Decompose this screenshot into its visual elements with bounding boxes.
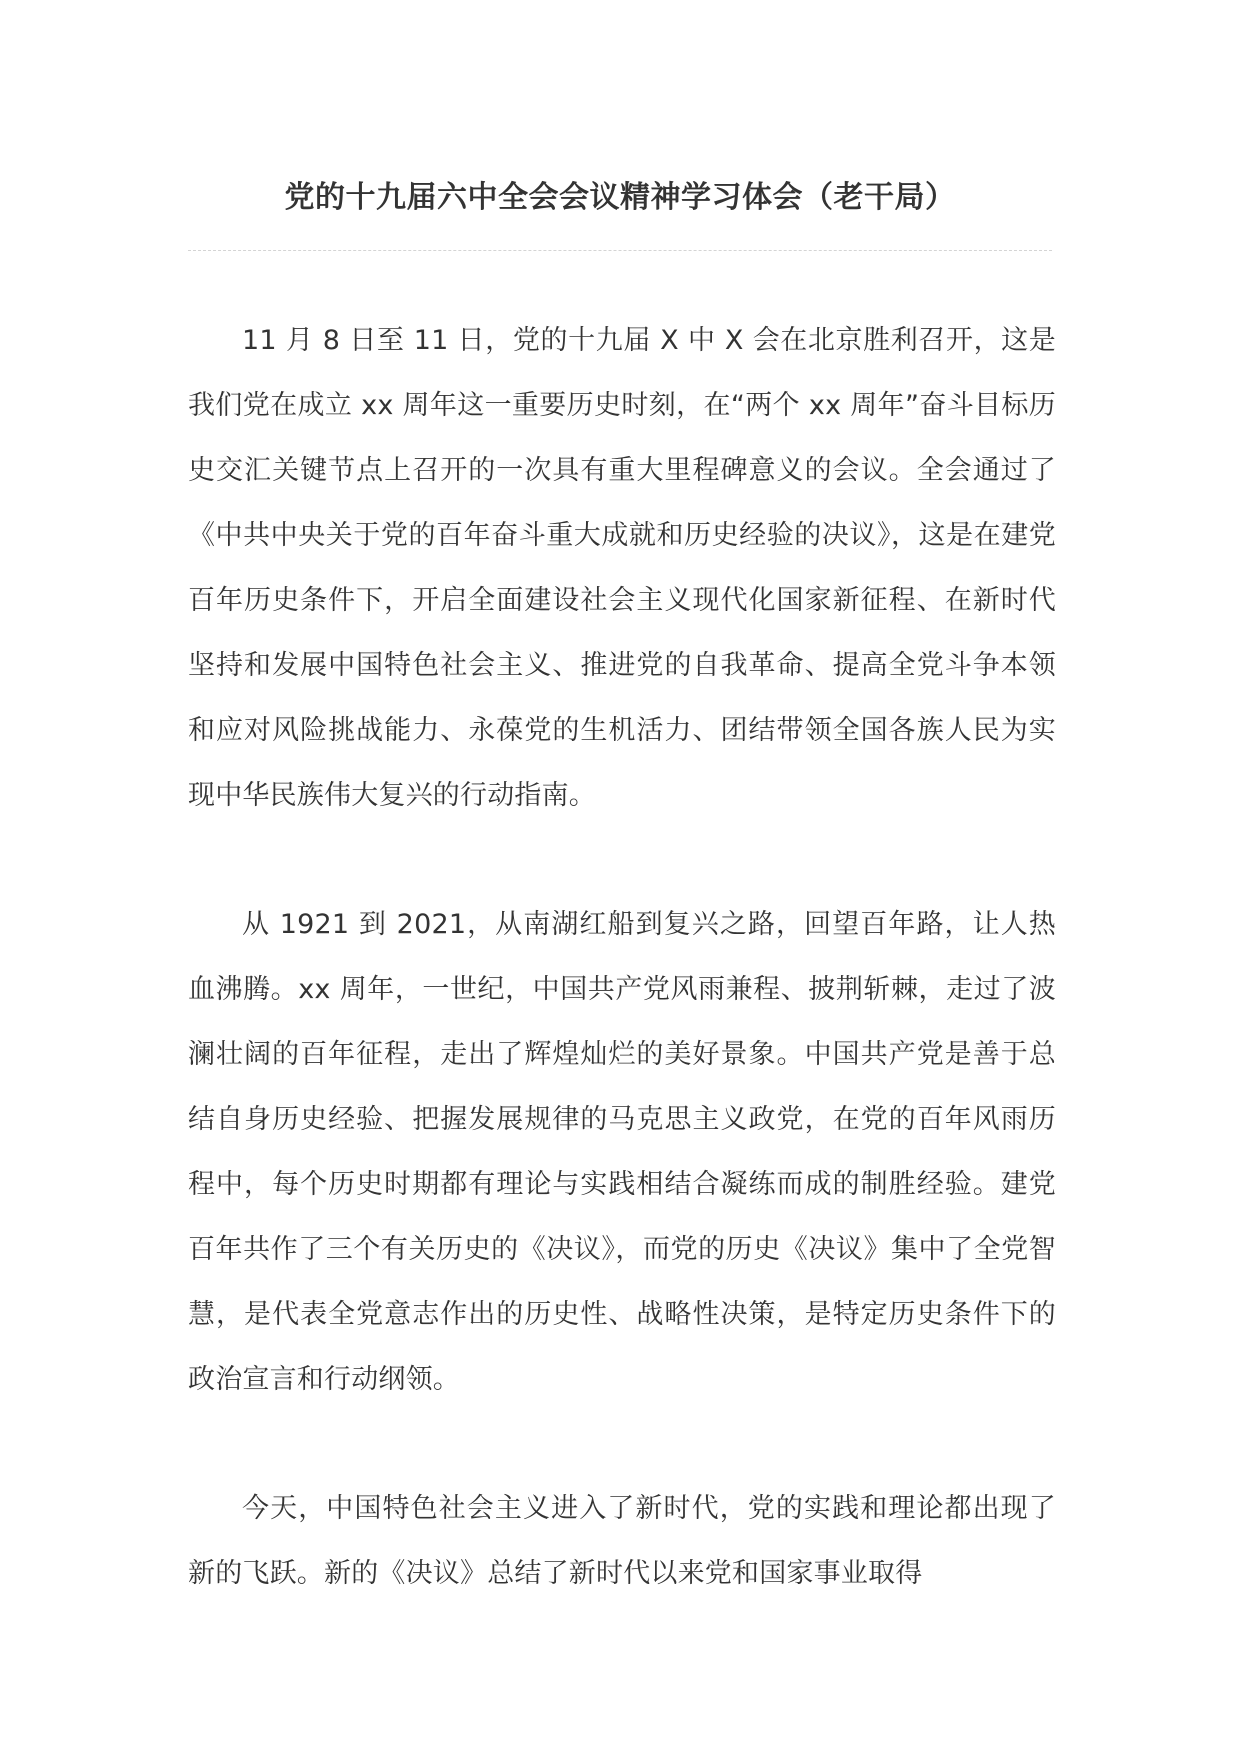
paragraph-1: 11 月 8 日至 11 日，党的十九届 X 中 X 会在北京胜利召开，这是我们党在成立 xx 周年这一重要历史时刻，在“两个 xx 周年”奋斗目标历史交汇关键节点上召开的一次具有重大里程碑意义的会议。全会通过了《中共中央关于党的百年奋斗重大成就和历史经验的决议》，这是在建党百年历史条件下，开启全面建设社会主义现代化国家新征程、在新时代坚持和发展中国特色社会主义、推进党的自我革命、提高全党斗争本领和应对风险挑战能力、永葆党的生机活力、团结带领全国各族人民为实现中华民族伟大复兴的行动指南。	[188, 325, 1056, 811]
paragraph-3: 今天，中国特色社会主义进入了新时代，党的实践和理论都出现了新的飞跃。新的《决议》总结了新时代以来党和国家事业取得	[188, 1493, 1056, 1589]
title-divider	[188, 250, 1052, 251]
document-title: 党的十九届六中全会会议精神学习体会（老干局）	[284, 180, 956, 215]
document-body	[188, 308, 1056, 1670]
paragraph-2: 从 1921 到 2021，从南湖红船到复兴之路，回望百年路，让人热血沸腾。xx 周年，一世纪，中国共产党风雨兼程、披荆斩棘，走过了波澜壮阔的百年征程，走出了辉煌灿烂的美好景象。中国共产党是善于总结自身历史经验、把握发展规律的马克思主义政党，在党的百年风雨历程中，每个历史时期都有理论与实践相结合凝练而成的制胜经验。建党百年共作了三个有关历史的《决议》，而党的历史《决议》集中了全党智慧，是代表全党意志作出的历史性、战略性决策，是特定历史条件下的政治宣言和行动纲领。	[188, 909, 1056, 1395]
